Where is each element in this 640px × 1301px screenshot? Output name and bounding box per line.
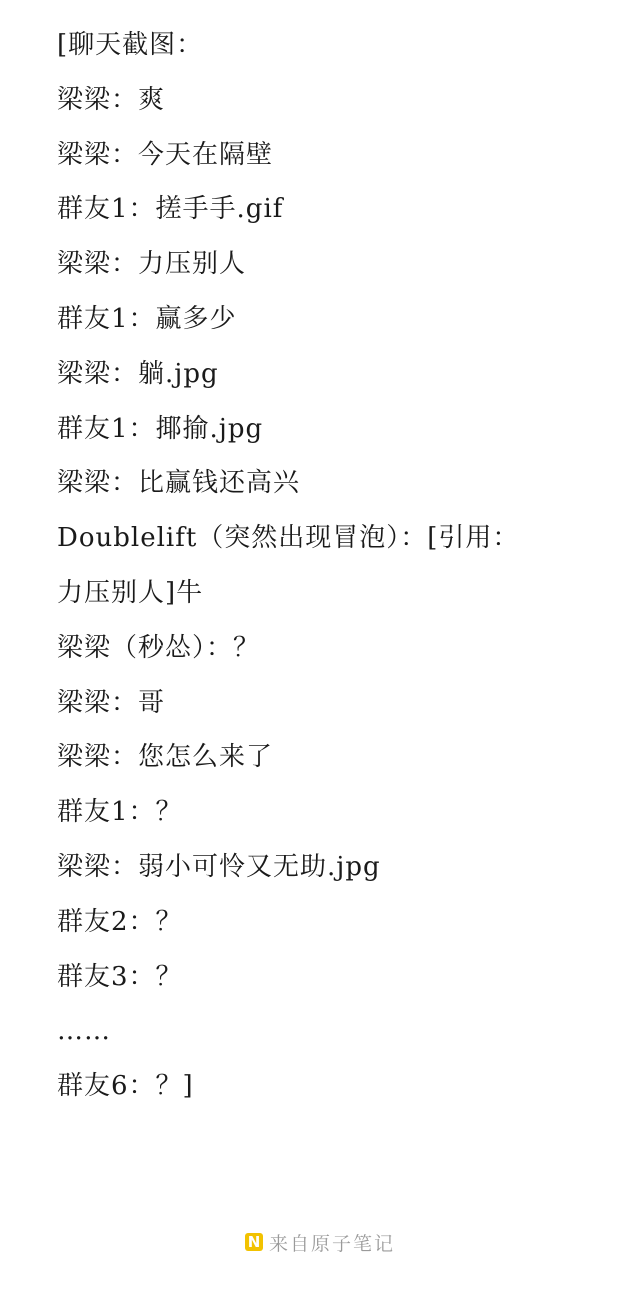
transcript-line: 梁梁：您怎么来了: [57, 742, 274, 773]
transcript-line: Doublelift（突然出现冒泡）：[引用：: [57, 523, 520, 554]
transcript-line: 力压别人]牛: [57, 577, 204, 608]
transcript-line: 梁梁：躺.jpg: [57, 358, 219, 389]
transcript-line: 群友3：？: [57, 961, 183, 992]
transcript-line: 群友2：？: [57, 906, 183, 937]
transcript-line: 群友6：？]: [57, 1071, 194, 1102]
transcript-line: 梁梁：弱小可怜又无助.jpg: [57, 851, 381, 882]
transcript-line: 梁梁：哥: [57, 687, 166, 718]
source-label: 来自原子笔记: [268, 1232, 395, 1255]
transcript-line: 梁梁（秒怂）：？: [57, 632, 261, 663]
transcript-line: 梁梁：比赢钱还高兴: [57, 468, 301, 499]
chat-transcript: [57, 30, 617, 1126]
transcript-line: 群友1：赢多少: [57, 303, 237, 334]
app-logo-icon: N: [245, 1233, 263, 1251]
transcript-line: 梁梁：爽: [57, 84, 166, 115]
transcript-line: [聊天截图：: [57, 30, 204, 60]
transcript-line: 群友1：揶揄.jpg: [57, 413, 264, 444]
transcript-line: ……: [57, 1016, 111, 1047]
transcript-line: 梁梁：力压别人: [57, 249, 247, 280]
transcript-line: 梁梁：今天在隔壁: [57, 139, 274, 170]
source-footer: [0, 1229, 640, 1255]
transcript-line: 群友1：搓手手.gif: [57, 194, 284, 225]
transcript-line: 群友1：？: [57, 797, 183, 828]
